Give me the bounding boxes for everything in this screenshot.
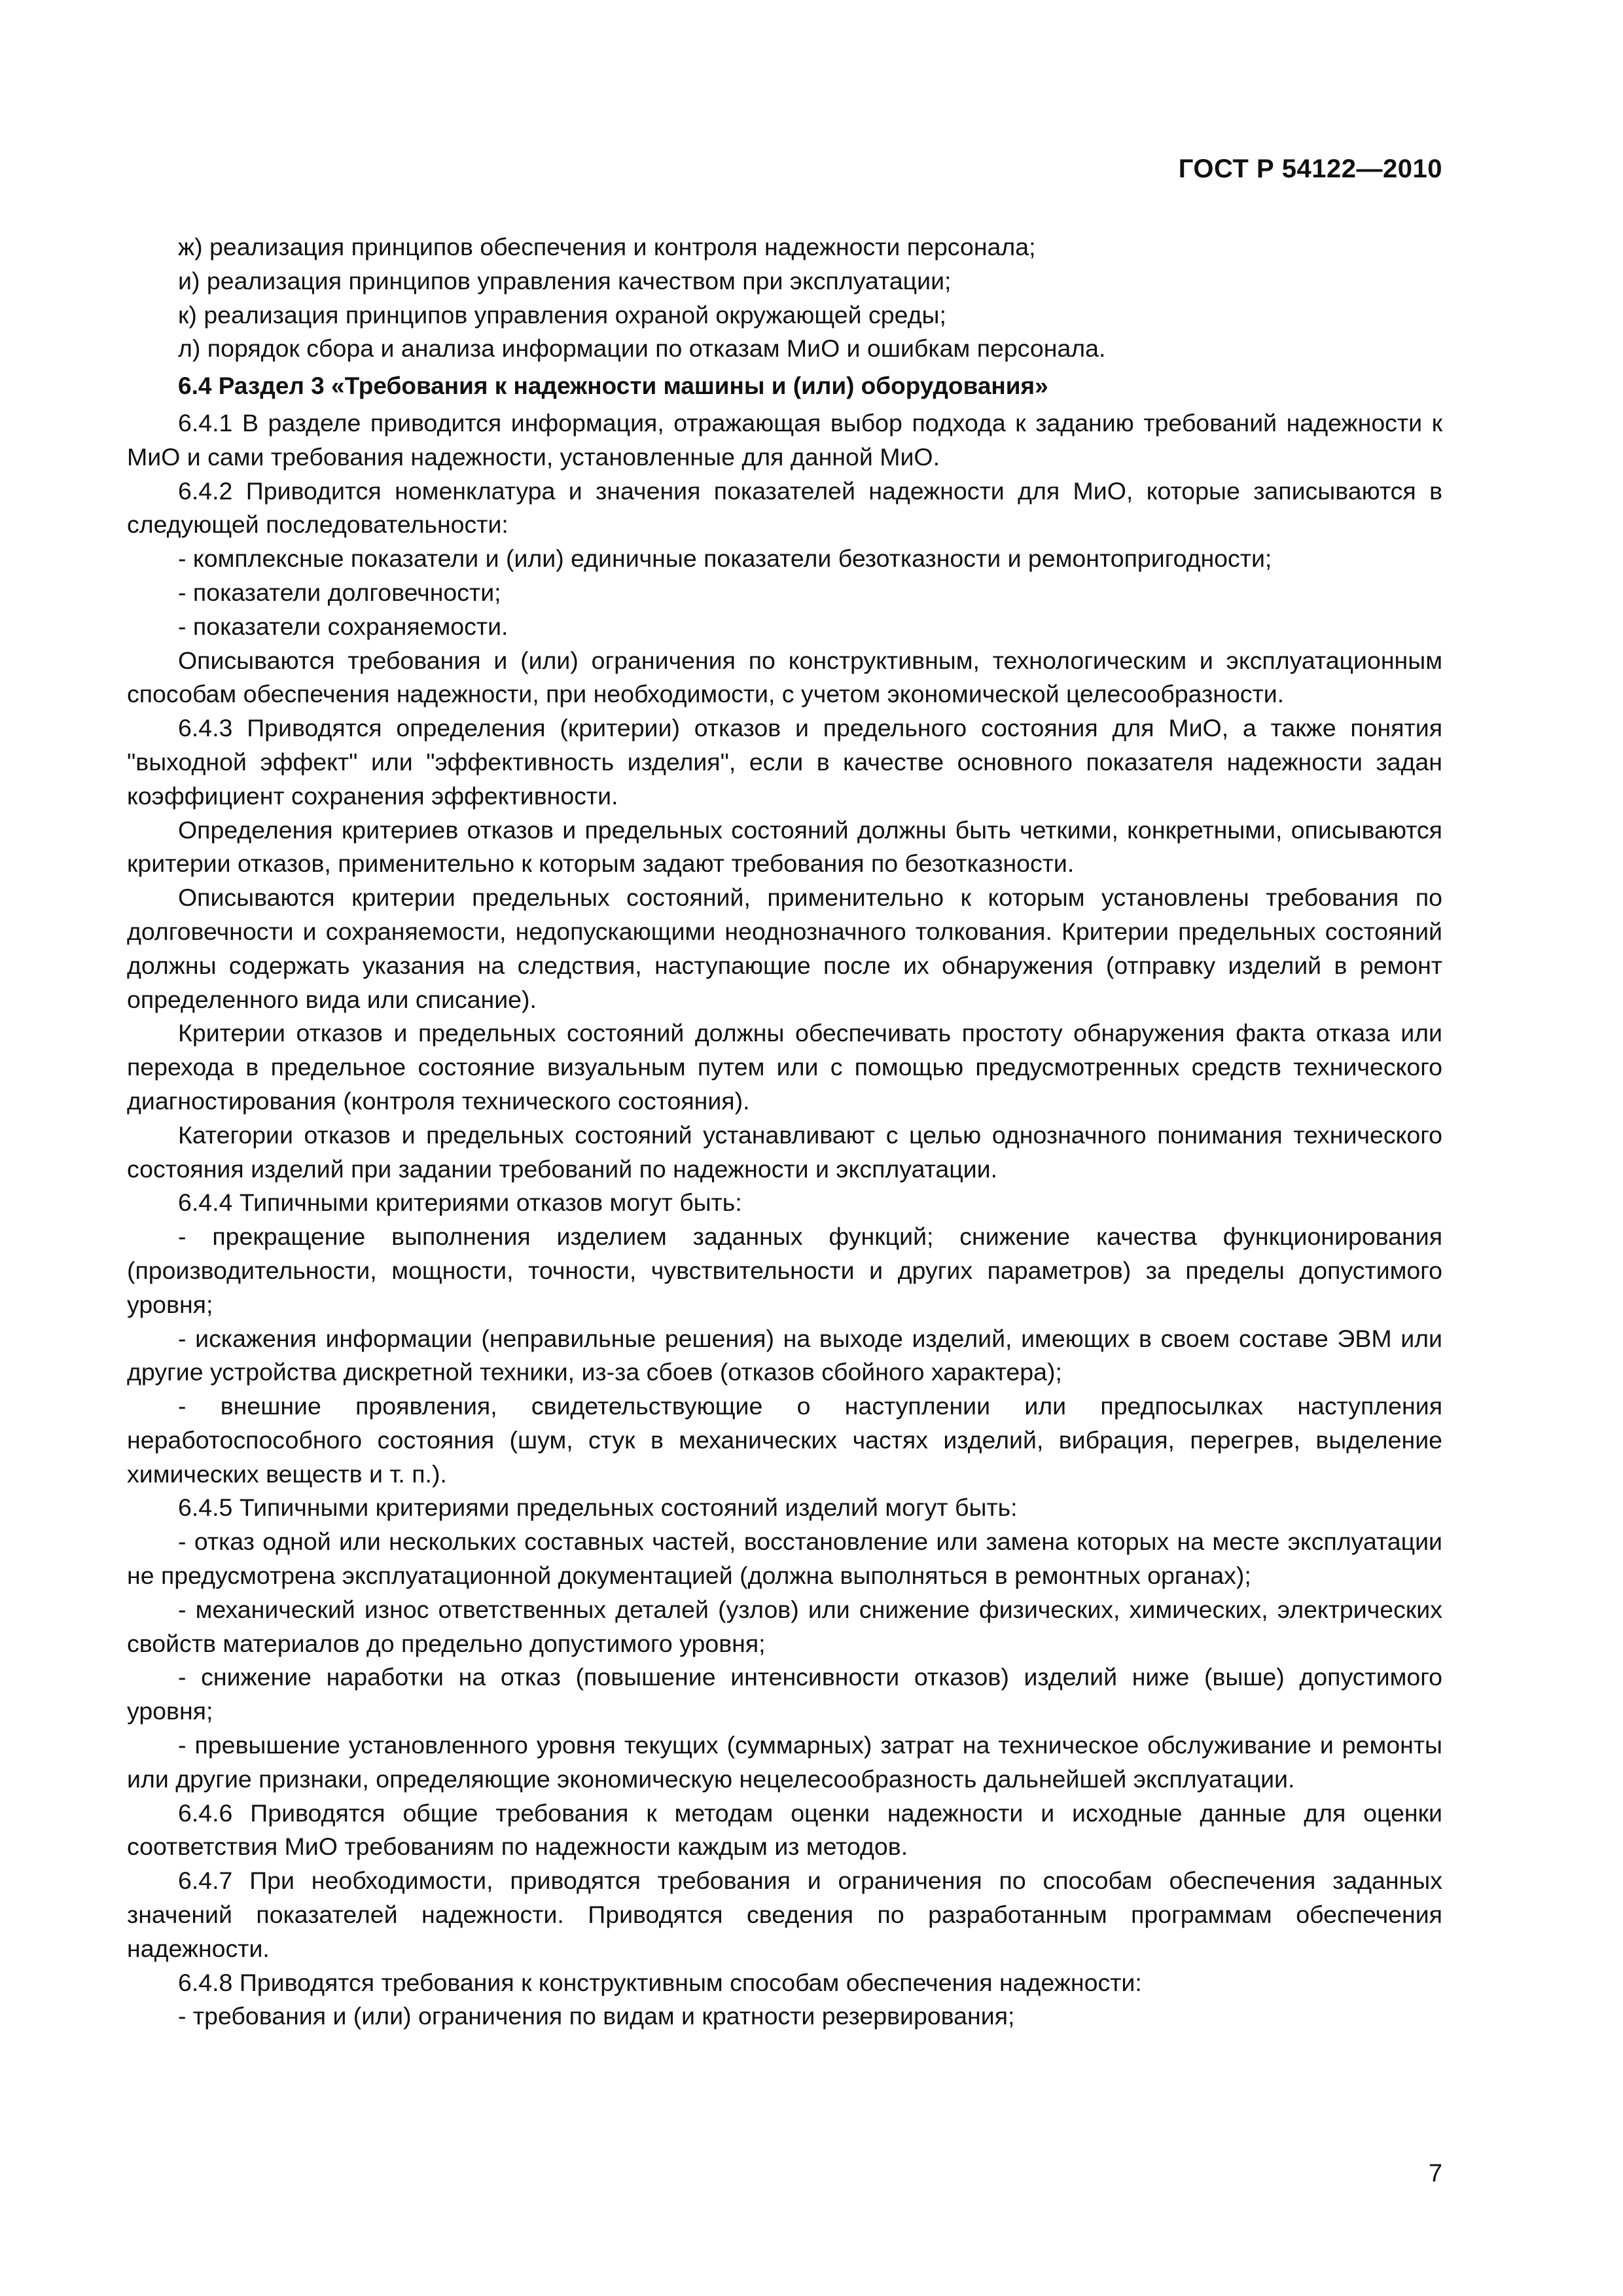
paragraph: - комплексные показатели и (или) единичные показатели безотказности и ремонтопригодности; — [178, 545, 1272, 573]
paragraph: 6.4.5 Типичными критериями предельных состояний изделий могут быть: — [178, 1494, 1018, 1522]
paragraph: - прекращение выполнения изделием заданных функций; снижение качества функционирования (производительности, мощности, точности, чувствительности и других параметров) за пределы допустимого уровня; — [127, 1223, 1442, 1318]
document-body — [127, 230, 1442, 2034]
paragraph: 6.4.4 Типичными критериями отказов могут быть: — [178, 1189, 742, 1217]
paragraph: - снижение наработки на отказ (повышение интенсивности отказов) изделий ниже (выше) допустимого уровня; — [127, 1663, 1442, 1725]
standard-designation: ГОСТ Р 54122—2010 — [1178, 154, 1442, 183]
page-number: 7 — [1428, 2160, 1442, 2187]
paragraph: 6.4.2 Приводится номенклатура и значения показателей надежности для МиО, которые записываются в следующей последовательности: — [127, 476, 1442, 539]
paragraph: - показатели сохраняемости. — [178, 612, 508, 640]
paragraph: Описываются критерии предельных состояний, применительно к которым установлены требования по долговечности и сохраняемости, недопускающими неоднозначного толкования. Критерии предельных состояний должны содержать указания на следствия, наступающие после их обнаружения (отправку изделий в ремонт определенного вида или списание). — [127, 884, 1442, 1013]
section-title: 6.4 Раздел 3 «Требования к надежности машины и (или) оборудования» — [178, 372, 1048, 400]
paragraph: 6.4.6 Приводятся общие требования к методам оценки надежности и исходные данные для оценки соответствия МиО требованиям по надежности каждым из методов. — [127, 1799, 1442, 1861]
paragraph: - искажения информации (неправильные решения) на выходе изделий, имеющих в своем составе ЭВМ или другие устройства дискретной техники, из-за сбоев (отказов сбойного характера); — [127, 1324, 1442, 1386]
paragraph: 6.4.8 Приводятся требования к конструктивным способам обеспечения надежности: — [178, 1968, 1142, 1996]
list-item: и) реализация принципов управления качеством при эксплуатации; — [178, 266, 952, 295]
list-item: ж) реализация принципов обеспечения и контроля надежности персонала; — [178, 233, 1036, 260]
list-item: л) порядок сбора и анализа информации по отказам МиО и ошибкам персонала. — [178, 334, 1106, 363]
paragraph: 6.4.7 При необходимости, приводятся требования и ограничения по способам обеспечения заданных значений показателей надежности. Приводятся сведения по разработанным программам обеспечения надежности. — [127, 1867, 1442, 1962]
paragraph: - показатели долговечности; — [178, 578, 501, 606]
paragraph: Критерии отказов и предельных состояний должны обеспечивать простоту обнаружения факта отказа или перехода в предельное состояние визуальным путем или с помощью предусмотренных средств технического диагностирования (контроля технического состояния). — [127, 1019, 1442, 1115]
paragraph: - отказ одной или нескольких составных частей, восстановление или замена которых на месте эксплуатации не предусмотрена эксплуатационной документацией (должна выполняться в ремонтных органах); — [127, 1528, 1442, 1590]
paragraph: - внешние проявления, свидетельствующие о наступлении или предпосылках наступления неработоспособного состояния (шум, стук в механических частях изделий, вибрация, перегрев, выделение химических веществ и т. п.). — [127, 1392, 1442, 1488]
paragraph: - механический износ ответственных деталей (узлов) или снижение физических, химических, электрических свойств материалов до предельно допустимого уровня; — [127, 1595, 1442, 1657]
paragraph: - превышение установленного уровня текущих (суммарных) затрат на техническое обслуживание и ремонты или другие признаки, определяющие экономическую нецелесообразность дальнейшей эксплуатации. — [127, 1731, 1442, 1793]
list-item: к) реализация принципов управления охраной окружающей среды; — [178, 300, 946, 329]
paragraph: - требования и (или) ограничения по видам и кратности резервирования; — [178, 2002, 1015, 2030]
paragraph: 6.4.3 Приводятся определения (критерии) отказов и предельного состояния для МиО, а также понятия "выходной эффект" или "эффективность изделия", если в качестве основного показателя надежности задан коэффициент сохранения эффективности. — [127, 714, 1442, 810]
paragraph: Определения критериев отказов и предельных состояний должны быть четкими, конкретными, описываются критерии отказов, применительно к которым задают требования по безотказности. — [127, 816, 1442, 878]
paragraph: 6.4.1 В разделе приводится информация, отражающая выбор подхода к заданию требований надежности к МиО и сами требования надежности, установленные для данной МиО. — [127, 408, 1442, 471]
paragraph: Описываются требования и (или) ограничения по конструктивным, технологическим и эксплуатационным способам обеспечения надежности, при необходимости, с учетом экономической целесообразности. — [127, 646, 1442, 708]
paragraph: Категории отказов и предельных состояний устанавливают с целью однозначного понимания технического состояния изделий при задании требований по надежности и эксплуатации. — [127, 1121, 1442, 1183]
